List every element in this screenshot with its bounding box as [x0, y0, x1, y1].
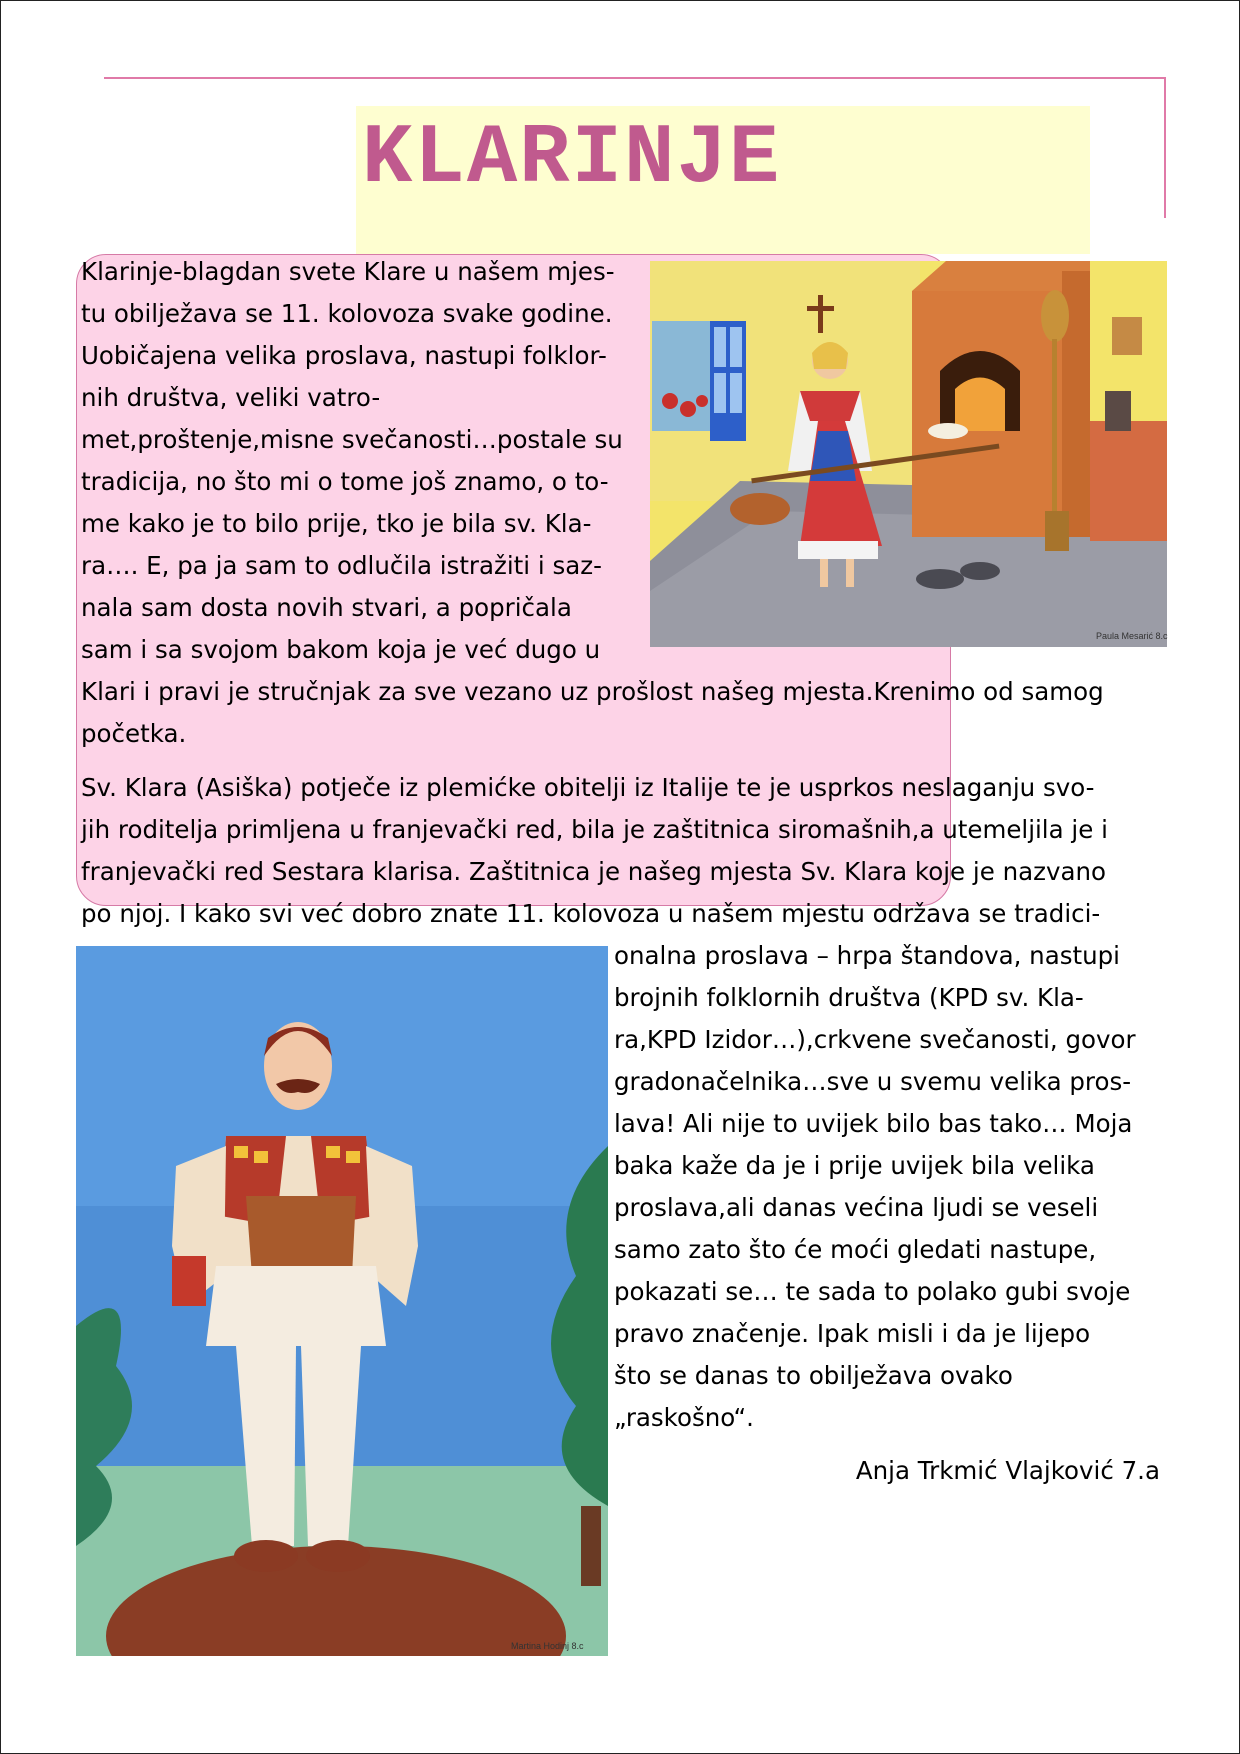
author-signature: Anja Trkmić Vlajković 7.a	[855, 1456, 1160, 1485]
paragraph-2-line: Sv. Klara (Asiška) potječe iz plemićke obitelji iz Italije te je usprkos neslaganju svo-	[81, 773, 1095, 802]
paragraph-2-side-line: pravo značenje. Ipak misli i da je lijepo	[614, 1319, 1091, 1348]
paragraph-2-line: jih roditelja primljena u franjevački red, bila je zaštitnica siromašnih,a utemeljila je i	[81, 815, 1108, 844]
pink-rule-horizontal	[104, 77, 1166, 79]
paragraph-2-side-line: proslava,ali danas većina ljudi se veseli	[614, 1193, 1099, 1222]
woman-baking-painting	[650, 261, 1167, 647]
paragraph-1-line: tradicija, no što mi o tome još znamo, o to-	[81, 467, 609, 496]
paragraph-2-side-line: „raskošno“.	[614, 1403, 754, 1432]
paragraph-2-side-line: ra,KPD Izidor…),crkvene svečanosti, govor	[614, 1025, 1136, 1054]
man-folk-costume-illustration	[76, 946, 608, 1656]
paragraph-2-side-line: lava! Ali nije to uvijek bilo bas tako… Moja	[614, 1109, 1133, 1138]
paragraph-1-line: Klari i pravi je stručnjak za sve vezano uz prošlost našeg mjesta.Krenimo od samog	[81, 677, 1104, 706]
paragraph-1-line: nih društva, veliki vatro-	[81, 383, 381, 412]
paragraph-2-side-line: što se danas to obilježava ovako	[614, 1361, 1013, 1390]
painting2-caption: Martina Hodinj 8.c	[511, 1641, 584, 1651]
paragraph-1-line: Uobičajena velika proslava, nastupi folklor-	[81, 341, 607, 370]
paragraph-1-line: me kako je to bilo prije, tko je bila sv. Kla-	[81, 509, 592, 538]
paragraph-1-line: met,proštenje,misne svečanosti…postale su	[81, 425, 623, 454]
pink-rule-vertical	[1164, 77, 1166, 218]
woman-baking-illustration	[650, 261, 1167, 647]
painting1-caption: Paula Mesarić 8.c	[1096, 631, 1168, 641]
man-folk-costume-painting	[76, 946, 608, 1656]
page-title: KLARINJE	[362, 112, 782, 207]
paragraph-1-line: Klarinje-blagdan svete Klare u našem mjes-	[81, 257, 615, 286]
paragraph-2-line: franjevački red Sestara klarisa. Zaštitnica je našeg mjesta Sv. Klara koje je nazvano	[81, 857, 1107, 886]
paragraph-2-side-line: onalna proslava – hrpa štandova, nastupi	[614, 941, 1120, 970]
paragraph-1-line: sam i sa svojom bakom koja je već dugo u	[81, 635, 601, 664]
paragraph-2-line: po njoj. I kako svi već dobro znate 11. kolovoza u našem mjestu održava se tradici-	[81, 899, 1101, 928]
paragraph-2-side-line: gradonačelnika…sve u svemu velika pros-	[614, 1067, 1132, 1096]
paragraph-1-line: tu obilježava se 11. kolovoza svake godine.	[81, 299, 613, 328]
paragraph-1-line: nala sam dosta novih stvari, a popričala	[81, 593, 572, 622]
paragraph-1-line: ra…. E, pa ja sam to odlučila istražiti i saz-	[81, 551, 602, 580]
paragraph-2-side-line: baka kaže da je i prije uvijek bila velika	[614, 1151, 1095, 1180]
paragraph-2-side-line: pokazati se… te sada to polako gubi svoje	[614, 1277, 1131, 1306]
paragraph-1-line: početka.	[81, 719, 187, 748]
paragraph-2-side-line: samo zato što će moći gledati nastupe,	[614, 1235, 1097, 1264]
paragraph-2-side-line: brojnih folklornih društva (KPD sv. Kla-	[614, 983, 1084, 1012]
